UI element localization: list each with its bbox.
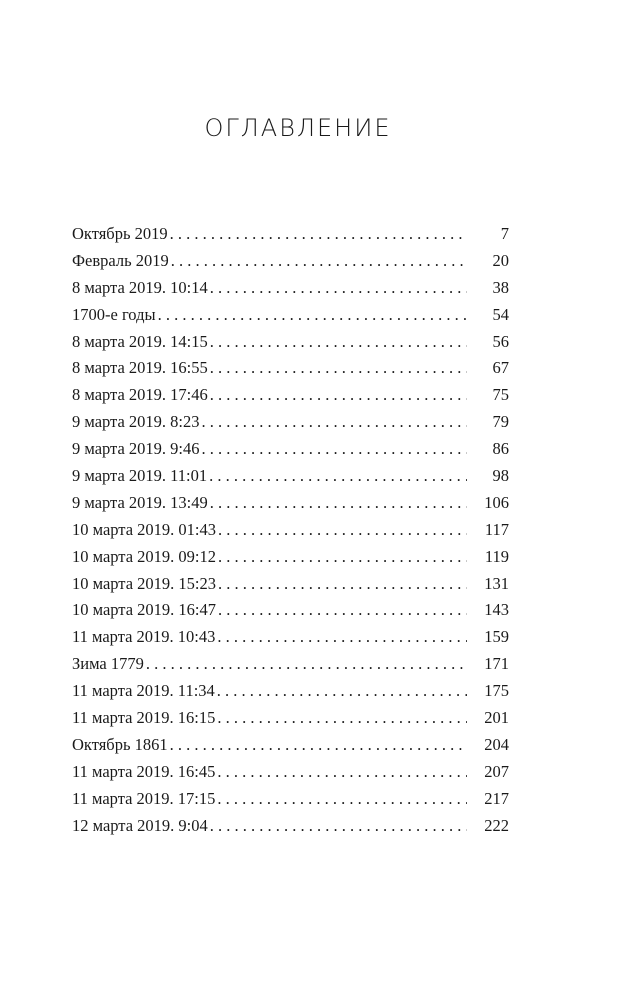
toc-entry-label: 10 марта 2019. 15:23 (72, 573, 217, 593)
toc-entry[interactable] (72, 463, 509, 490)
table-of-contents (72, 221, 509, 839)
toc-leader-dots (202, 409, 467, 436)
toc-entry-label: 11 марта 2019. 11:34 (72, 681, 215, 701)
toc-entry-label: 11 марта 2019. 10:43 (72, 627, 216, 647)
toc-entry-page: 222 (484, 815, 509, 835)
toc-entry-page: 54 (492, 304, 509, 324)
toc-entry-page: 175 (484, 681, 509, 701)
toc-leader-dots (218, 571, 467, 598)
toc-entry[interactable] (72, 813, 509, 840)
toc-entry-label: Февраль 2019 (72, 250, 169, 270)
toc-entry-label: 10 марта 2019. 16:47 (72, 600, 217, 620)
toc-entry-page: 204 (484, 734, 509, 754)
toc-entry-label: 9 марта 2019. 9:46 (72, 439, 200, 459)
toc-entry[interactable] (72, 544, 509, 571)
toc-entry-page: 201 (484, 708, 509, 728)
toc-entry-page: 171 (484, 654, 509, 674)
toc-leader-dots (217, 759, 467, 786)
toc-leader-dots (218, 544, 467, 571)
toc-entry-page: 106 (484, 492, 509, 512)
toc-entry-label: 9 марта 2019. 11:01 (72, 466, 208, 486)
toc-leader-dots (171, 248, 467, 275)
toc-entry-page: 98 (492, 466, 509, 486)
toc-leader-dots (210, 490, 467, 517)
toc-entry[interactable] (72, 275, 509, 302)
toc-entry-page: 7 (500, 224, 509, 243)
toc-entry-page: 75 (492, 385, 509, 405)
toc-entry-label: 8 марта 2019. 17:46 (72, 385, 208, 405)
toc-entry[interactable] (72, 678, 509, 705)
toc-entry[interactable] (72, 597, 509, 624)
toc-entry-page: 217 (484, 788, 509, 808)
toc-entry-page: 207 (484, 761, 509, 781)
toc-entry-label: 12 марта 2019. 9:04 (72, 815, 208, 835)
toc-entry-page: 56 (492, 331, 509, 351)
toc-entry[interactable] (72, 759, 509, 786)
toc-entry-page: 38 (492, 277, 509, 297)
toc-entry[interactable] (72, 355, 509, 382)
toc-entry-page: 119 (484, 546, 509, 566)
toc-leader-dots (218, 597, 467, 624)
toc-entry[interactable] (72, 732, 509, 759)
toc-leader-dots (209, 463, 467, 490)
toc-entry-page: 117 (484, 519, 509, 539)
toc-leader-dots (217, 624, 467, 651)
toc-leader-dots (170, 221, 467, 248)
page-title: ОГЛАВЛЕНИЕ (204, 114, 392, 142)
toc-entry[interactable] (72, 302, 509, 329)
toc-entry[interactable] (72, 221, 509, 248)
toc-entry-label: Зима 1779 (72, 654, 144, 674)
toc-entry[interactable] (72, 651, 509, 678)
toc-leader-dots (210, 275, 467, 302)
toc-entry-page: 143 (484, 600, 509, 620)
toc-entry-page: 159 (484, 627, 509, 647)
toc-leader-dots (170, 732, 467, 759)
toc-leader-dots (210, 355, 467, 382)
toc-entry-label: 1700-е годы (72, 304, 156, 324)
toc-entry[interactable] (72, 705, 509, 732)
toc-leader-dots (217, 705, 467, 732)
toc-entry-label: 8 марта 2019. 16:55 (72, 358, 208, 378)
toc-entry-label: 11 марта 2019. 17:15 (72, 788, 216, 808)
toc-entry-page: 131 (484, 573, 509, 593)
toc-entry[interactable] (72, 624, 509, 651)
toc-entry-label: Октябрь 1861 (72, 734, 168, 754)
toc-entry[interactable] (72, 517, 509, 544)
toc-leader-dots (146, 651, 467, 678)
toc-leader-dots (217, 678, 467, 705)
toc-leader-dots (217, 786, 467, 813)
toc-entry[interactable] (72, 382, 509, 409)
toc-entry[interactable] (72, 490, 509, 517)
toc-entry-page: 86 (492, 439, 509, 459)
toc-entry-label: 11 марта 2019. 16:45 (72, 761, 216, 781)
toc-entry[interactable] (72, 409, 509, 436)
toc-entry-label: 11 марта 2019. 16:15 (72, 708, 216, 728)
toc-entry-label: Октябрь 2019 (72, 224, 168, 243)
toc-entry[interactable] (72, 571, 509, 598)
toc-leader-dots (210, 382, 467, 409)
toc-entry-label: 9 марта 2019. 13:49 (72, 492, 208, 512)
toc-entry-label: 8 марта 2019. 10:14 (72, 277, 208, 297)
toc-entry-label: 10 марта 2019. 09:12 (72, 546, 217, 566)
toc-entry[interactable] (72, 329, 509, 356)
toc-entry-page: 20 (492, 250, 509, 270)
toc-entry[interactable] (72, 248, 509, 275)
toc-entry-page: 79 (492, 412, 509, 432)
toc-leader-dots (210, 813, 467, 840)
toc-leader-dots (202, 436, 467, 463)
toc-entry[interactable] (72, 436, 509, 463)
toc-leader-dots (210, 329, 467, 356)
toc-entry-page: 67 (492, 358, 509, 378)
toc-entry-label: 8 марта 2019. 14:15 (72, 331, 208, 351)
toc-entry-label: 9 марта 2019. 8:23 (72, 412, 200, 432)
toc-entry-label: 10 марта 2019. 01:43 (72, 519, 217, 539)
toc-entry[interactable] (72, 786, 509, 813)
toc-leader-dots (218, 517, 467, 544)
toc-leader-dots (158, 302, 467, 329)
